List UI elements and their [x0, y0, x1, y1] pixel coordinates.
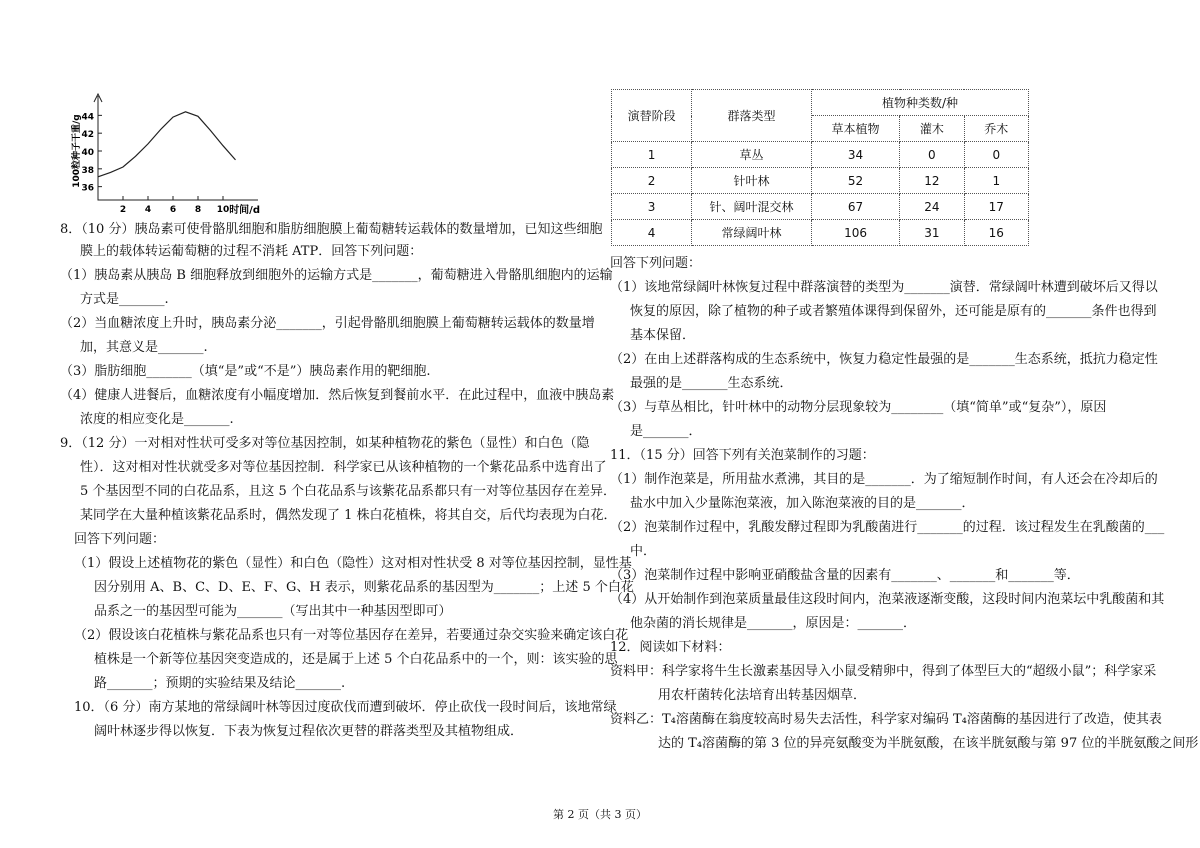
q8-line: 方式是_______.	[80, 292, 169, 307]
q12-line: 资料乙：T₄溶菌酶在翁度较高时易失去活性，科学家对编码 T₄溶菌酶的基因进行了改造，使其表	[610, 712, 1162, 727]
q11-line: （4）从开始制作到泡菜质量最佳这段时间内，泡菜液逐渐变酸，这段时间内泡菜坛中乳酸菌和其	[610, 592, 1165, 607]
table-cell: 16	[964, 220, 1028, 246]
table-cell: 31	[900, 220, 964, 246]
q10b-line: （2）在由上述群落构成的生态系统中，恢复力稳定性最强的是_______生态系统，抵抗力稳定性	[610, 352, 1158, 367]
q12-line: 12．阅读如下材料：	[610, 640, 731, 655]
q10b-line: 是_______．	[630, 424, 702, 439]
q10b-line: （3）与草丛相比，针叶林中的动物分层现象较为________（填“简单”或“复杂”），原因	[610, 400, 1107, 415]
q10b-line: 基本保留．	[630, 328, 696, 343]
q11-line: 他杂菌的消长规律是_______，原因是：_______．	[630, 616, 917, 631]
page-footer: 第 2 页（共 3 页）	[553, 808, 647, 821]
table-cell: 24	[900, 194, 964, 220]
table-cell: 针叶林	[692, 168, 812, 194]
y-tick-label: 36	[81, 183, 94, 194]
q10b-line: （1）该地常绿阔叶林恢复过程中群落演替的类型为_______演替．常绿阔叶林遭到破坏后又得以	[610, 280, 1158, 295]
table-cell: 1	[612, 142, 692, 168]
table-cell: 52	[811, 168, 899, 194]
table-cell: 0	[964, 142, 1028, 168]
header-shrub: 灌木	[900, 116, 964, 142]
table-row	[612, 220, 1029, 246]
x-axis-label: 时间/d	[229, 205, 260, 216]
x-tick-label: 6	[169, 205, 177, 215]
q10b-line: 最强的是_______生态系统．	[630, 376, 793, 391]
q9-line: 回答下列问题：	[74, 532, 166, 547]
table-cell: 67	[811, 194, 899, 220]
q10b-line: 恢复的原因，除了植物的种子或者繁殖体课得到保留外，还可能是原有的_______条件也得到	[630, 304, 1157, 319]
q12-line: 用农杆菌转化法培育出转基因烟草．	[658, 688, 867, 703]
x-tick-label: 10	[216, 205, 230, 215]
seed-dry-weight-chart	[70, 92, 270, 222]
q11-line: 盐水中加入少量陈泡菜液，加入陈泡菜液的目的是_______．	[630, 496, 975, 511]
q9-line: 路_______；预期的实验结果及结论_______.	[94, 676, 346, 691]
q9-line: 某同学在大量种植该紫花品系时，偶然发现了 1 株白花植株，将其自交，后代均表现为白花．	[80, 508, 617, 523]
q9-line: 植株是一个新等位基因突变造成的，还是属于上述 5 个白花品系中的一个，则：该实验的思	[94, 652, 618, 667]
series-line	[98, 112, 236, 177]
table-cell: 3	[612, 194, 692, 220]
q12-line: 资料甲：科学家将牛生长激素基因导入小鼠受精卵中，得到了体型巨大的“超级小鼠”；科学家采	[610, 664, 1157, 679]
q11-line: 中．	[630, 544, 657, 559]
table-cell: 12	[900, 168, 964, 194]
q9-line: 品系之一的基因型可能为_______（写出其中一种基因型即可）	[94, 604, 452, 619]
header-stage: 演替阶段	[612, 90, 692, 142]
table-cell: 1	[964, 168, 1028, 194]
q8-line: （4）健康人进餐后，血糖浓度有小幅度增加．然后恢复到餐前水平．在此过程中，血液中胰岛素	[60, 388, 615, 403]
q9-line: 9．（12 分）一对相对性状可受多对等位基因控制，如某种植物花的紫色（显性）和白色（隐	[60, 436, 590, 451]
q8-line: （3）脂肪细胞_______（填“是”或“不是”）胰岛素作用的靶细胞.	[60, 364, 431, 379]
table-cell: 草丛	[692, 142, 812, 168]
table-cell: 34	[811, 142, 899, 168]
y-tick-label: 44	[81, 112, 94, 123]
table-cell: 常绿阔叶林	[692, 220, 812, 246]
table-cell: 针、阔叶混交林	[692, 194, 812, 220]
table-row	[612, 142, 1029, 168]
succession-table	[611, 89, 1029, 246]
x-tick-label: 4	[144, 205, 152, 215]
table-cell: 0	[900, 142, 964, 168]
y-tick-label: 42	[81, 130, 94, 141]
q9-line: 因分别用 A、B、C、D、E、F、G、H 表示，则紫花品系的基因型为_______；上述 5 个白花	[94, 580, 634, 595]
header-type: 群落类型	[692, 90, 812, 142]
x-tick-label: 2	[119, 205, 127, 215]
x-tick-label: 8	[194, 205, 202, 215]
q9-line: 性）．这对相对性状就受多对等位基因控制．科学家已从该种植物的一个紫花品系中选育出了	[80, 460, 607, 475]
q9-line: （2）假设该白花植株与紫花品系也只有一对等位基因存在差异，若要通过杂交实验来确定该白花	[74, 628, 629, 643]
y-tick-label: 38	[81, 165, 94, 176]
q8-line: 浓度的相应变化是_______.	[80, 412, 234, 427]
q11-line: （2）泡菜制作过程中，乳酸发酵过程即为乳酸菌进行_______的过程．该过程发生在乳酸菌的___	[610, 520, 1165, 535]
q12-line: 达的 T₄溶菌酶的第 3 位的异亮氨酸变为半胱氨酸，在该半胱氨酸与第 97 位的半胱氨酸之间形	[658, 736, 1199, 751]
table-cell: 106	[811, 220, 899, 246]
q10-line: 10．（6 分）南方某地的常绿阔叶林等因过度砍伐而遭到破坏．停止砍伐一段时间后，该地常绿	[74, 700, 617, 715]
header-tree: 乔木	[964, 116, 1028, 142]
q9-line: 5 个基因型不同的白花品系，且这 5 个白花品系与该紫花品系都只有一对等位基因存在差异．	[80, 484, 616, 499]
table-header-row	[612, 90, 1029, 116]
q8-line: （2）当血糖浓度上升时，胰岛素分泌_______，引起骨骼肌细胞膜上葡萄糖转运载体的数量增	[60, 316, 595, 331]
chart-axes	[98, 96, 258, 200]
q10b-line: 回答下列问题：	[610, 256, 702, 271]
table-cell: 4	[612, 220, 692, 246]
table-row	[612, 194, 1029, 220]
q10-line: 阔叶林逐步得以恢复．下表为恢复过程依次更替的群落类型及其植物组成．	[94, 724, 524, 739]
table-cell: 2	[612, 168, 692, 194]
q8-line: 膜上的载体转运葡萄糖的过程不消耗 ATP．回答下列问题：	[80, 244, 423, 259]
q8-line: 8．（10 分）胰岛素可使骨骼肌细胞和脂肪细胞膜上葡萄糖转运载体的数量增加，已知这些细胞	[60, 222, 603, 237]
table-row	[612, 168, 1029, 194]
q11-line: （1）制作泡菜是，所用盐水煮沸，其目的是_______．为了缩短制作时间，有人还会在冷却后的	[610, 472, 1158, 487]
header-herb: 草本植物	[811, 116, 899, 142]
q8-line: 加，其意义是_______.	[80, 340, 208, 355]
y-tick-label: 40	[81, 148, 94, 158]
q8-line: （1）胰岛素从胰岛 B 细胞释放到细胞外的运输方式是_______，葡萄糖进入骨骼肌细胞内的运输	[60, 268, 613, 283]
q11-line: （3）泡菜制作过程中影响亚硝酸盐含量的因素有_______、_______和_______等．	[610, 568, 1080, 583]
q11-line: 11．（15 分）回答下列有关泡菜制作的习题：	[610, 448, 875, 463]
header-species: 植物种类数/种	[811, 90, 1028, 116]
y-axis-label: 100粒种子干重/g	[72, 114, 82, 188]
table-cell: 17	[964, 194, 1028, 220]
q9-line: （1）假设上述植物花的紫色（显性）和白色（隐性）这对相对性状受 8 对等位基因控制，显性基	[74, 556, 632, 571]
